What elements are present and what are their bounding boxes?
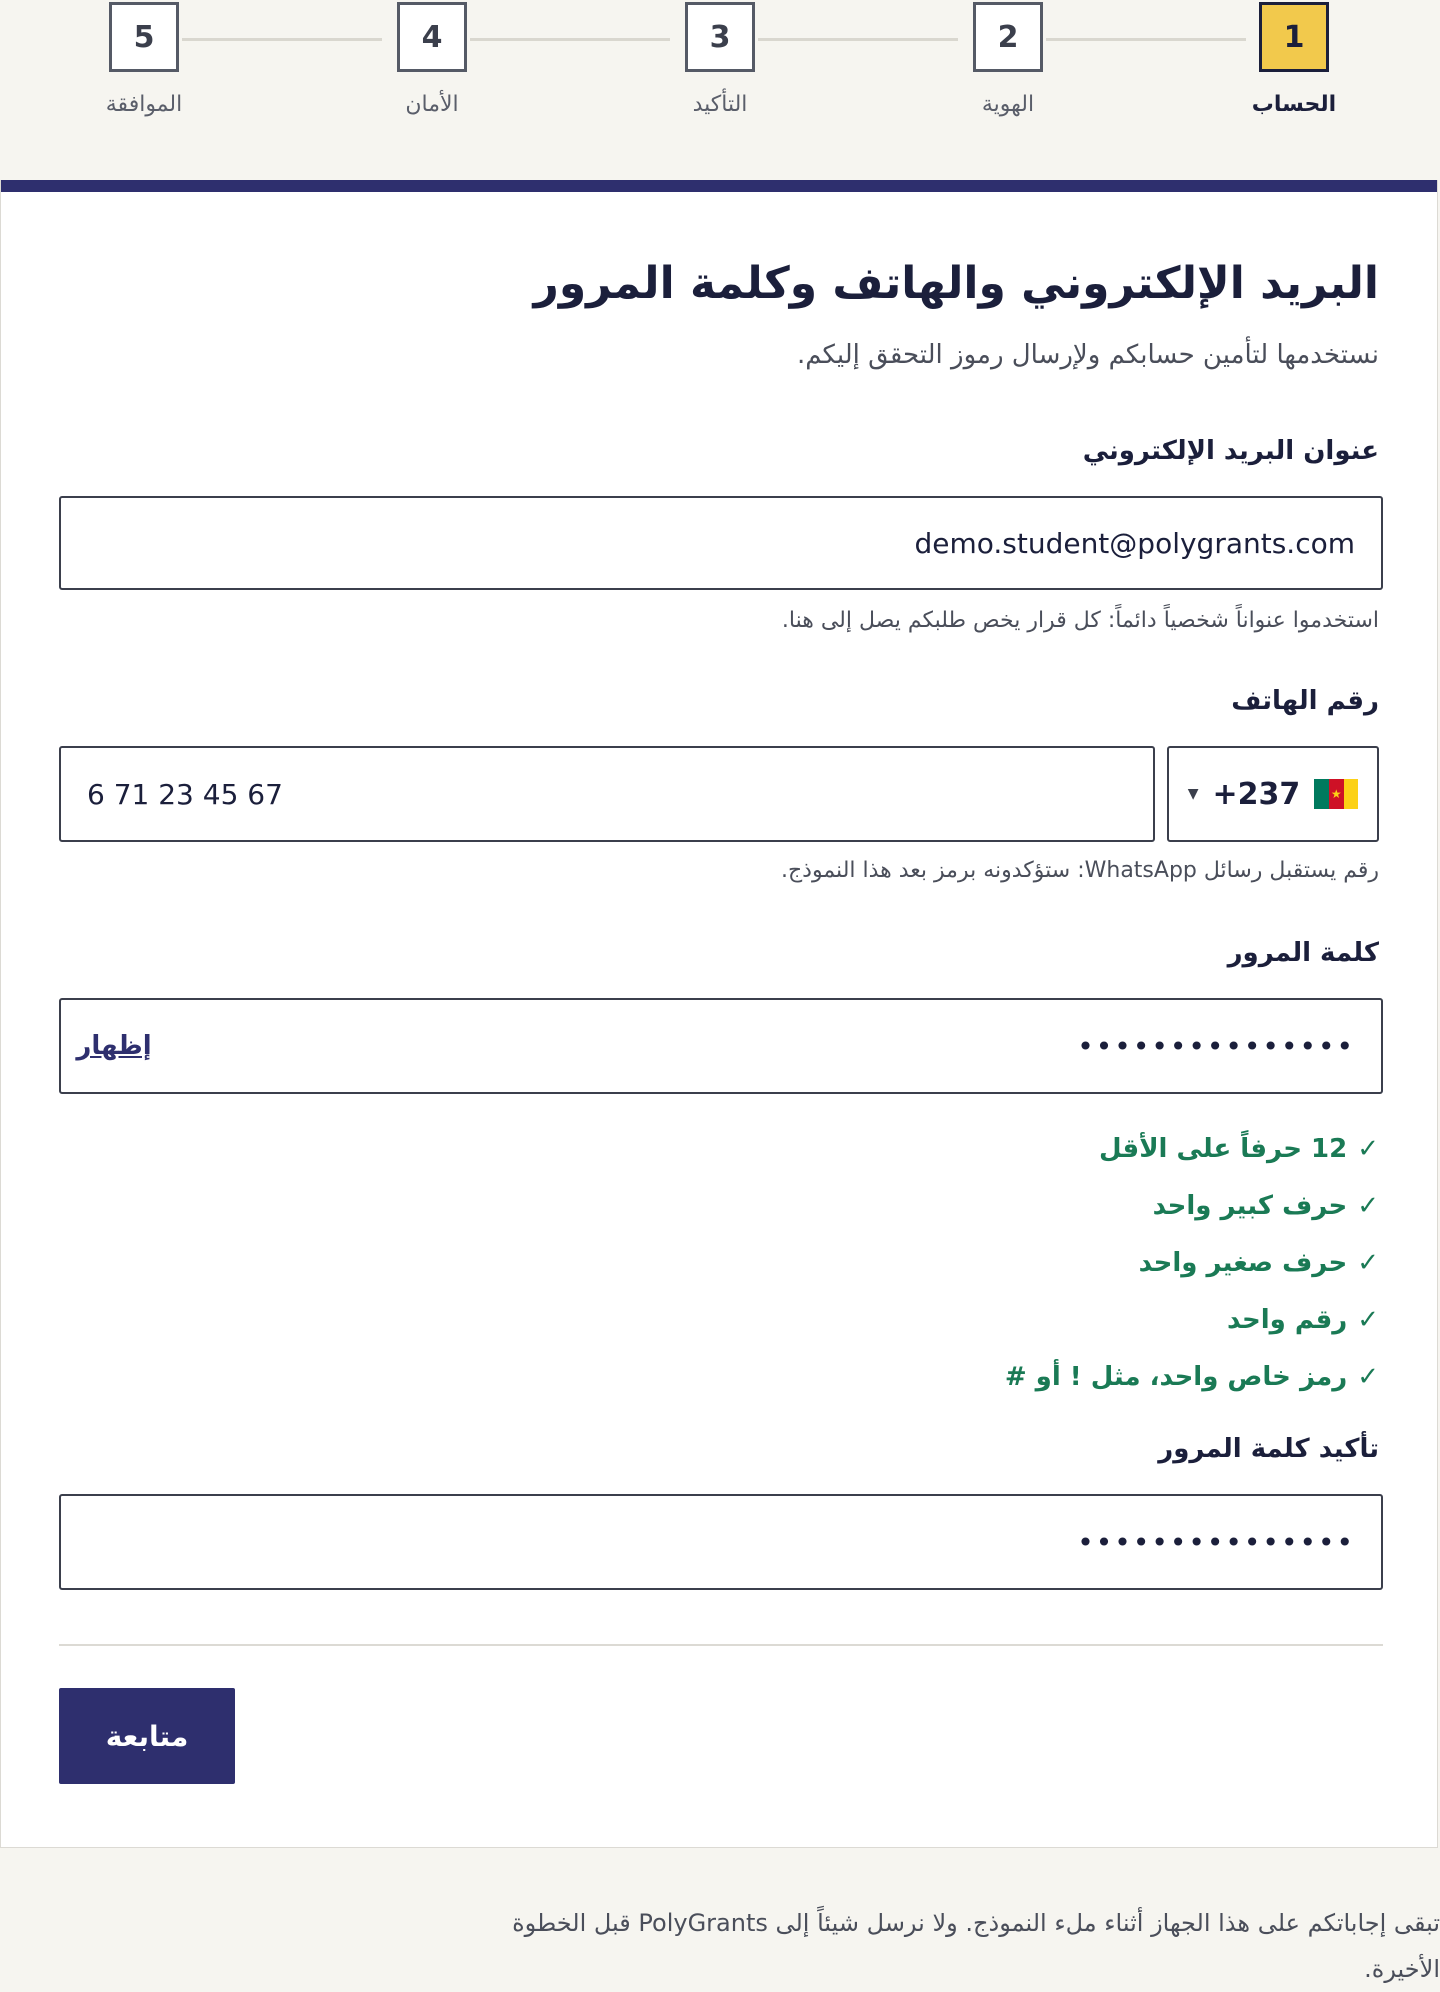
password-rule [1005,1177,1379,1234]
dial-code: +237 [1212,776,1301,812]
check-icon: ✓ [1357,1247,1379,1278]
step-number: 1 [1259,2,1329,72]
rule-text: حرف صغير واحد [1138,1247,1348,1278]
step-number: 5 [109,2,179,72]
chevron-down-icon: ▼ [1187,786,1199,802]
step-number: 4 [397,2,467,72]
step-label: الموافقة [105,92,183,117]
phone-label: رقم الهاتف [1231,686,1379,716]
cameroon-flag-icon: ★ [1314,779,1358,809]
password-rule [1005,1120,1379,1177]
step-label: الأمان [405,92,459,117]
rule-text: 12 حرفاً على الأقل [1098,1133,1348,1164]
page-title: البريد الإلكتروني والهاتف وكلمة المرور [533,258,1379,309]
form-divider [59,1644,1383,1646]
footer-privacy-note: تبقى إجاباتكم على هذا الجهاز أثناء ملء النموذج. ولا نرسل شيئاً إلى PolyGrants قبل الخطوة الأخيرة. [512,1909,1440,1983]
form-card [0,180,1438,1848]
step-number: 3 [685,2,755,72]
confirm-password-label: تأكيد كلمة المرور [1158,1434,1379,1464]
progress-stepper [0,0,1440,180]
country-code-select[interactable] [1167,746,1379,842]
phone-input[interactable] [59,746,1155,842]
show-password-button[interactable]: إظهار [59,998,169,1094]
continue-button[interactable]: متابعة [59,1688,235,1784]
step-number: 2 [973,2,1043,72]
page-subtitle: نستخدمها لتأمين حسابكم ولإرسال رموز التحقق إليكم. [796,340,1379,370]
check-icon: ✓ [1357,1361,1379,1392]
step-security[interactable] [332,0,532,117]
step-identity[interactable] [908,0,1108,117]
password-rule [1005,1234,1379,1291]
password-rule [1005,1291,1379,1348]
check-icon: ✓ [1357,1304,1379,1335]
password-input[interactable] [59,998,1383,1094]
step-account[interactable] [1194,0,1394,117]
phone-hint: رقم يستقبل رسائل WhatsApp: ستؤكدونه برمز بعد هذا النموذج. [780,858,1379,883]
email-hint: استخدموا عنواناً شخصياً دائماً: كل قرار يخص طلبكم يصل إلى هنا. [781,608,1379,633]
step-label: الحساب [1251,92,1337,117]
password-label: كلمة المرور [1227,938,1379,968]
step-confirmation[interactable] [620,0,820,117]
card-accent-bar [1,180,1437,192]
rule-text: رقم واحد [1226,1304,1348,1335]
check-icon: ✓ [1357,1133,1379,1164]
password-rules [1005,1120,1379,1405]
step-label: التأكيد [692,92,748,117]
rule-text: حرف كبير واحد [1152,1190,1348,1221]
email-label: عنوان البريد الإلكتروني [1082,436,1379,466]
step-label: الهوية [981,92,1035,117]
confirm-password-input[interactable] [59,1494,1383,1590]
step-consent[interactable] [44,0,244,117]
email-input[interactable] [59,496,1383,590]
password-rule [1005,1348,1379,1405]
rule-text: رمز خاص واحد، مثل ! أو # [1004,1361,1348,1392]
check-icon: ✓ [1357,1190,1379,1221]
